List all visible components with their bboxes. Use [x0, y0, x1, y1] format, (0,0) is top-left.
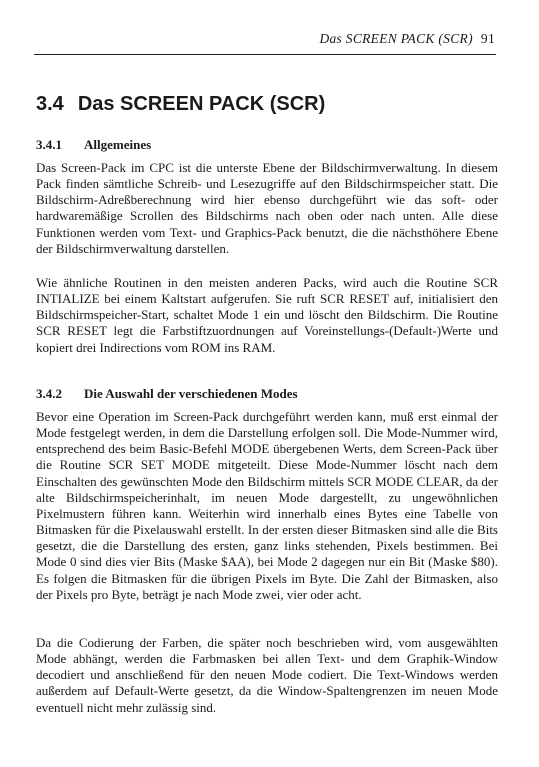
section-title: Allgemeines — [84, 137, 152, 152]
chapter-heading — [36, 93, 325, 116]
chapter-number: 3.4 — [36, 93, 64, 115]
paragraph: Wie ähnliche Routinen in den meisten anderen Packs, wird auch die Routine SCR INTIALIZE bei einem Kaltstart aufgerufen. Sie ruft SCR RESET auf, initialisiert den Bildschirmspeicher-Start, schaltet Mode 1 ein und löscht den Bildschirm. Die Routine SCR RESET legt die Farbstiftzuordnungen auf Voreinstellungs-(Default-)Werte und kopiert drei Indirections vom ROM ins RAM. — [36, 275, 498, 355]
header-rule — [34, 54, 496, 55]
paragraph: Da die Codierung der Farben, die später noch beschrieben wird, vom ausgewählten Mode abhängt, werden die Farbmasken bei allen Text- und dem Graphik-Window decodiert und anschließend für den neuen Mode codiert. Die Text-Windows werden außerdem auf Default-Werte gesetzt, da die Window-Spaltengrenzen im neuen Mode eventuell nicht mehr zulässig sind. — [36, 635, 498, 715]
running-header — [319, 31, 495, 47]
paragraph: Bevor eine Operation im Screen-Pack durchgeführt werden kann, muß erst einmal der Mode festgelegt werden, in dem die Darstellung erfolgen soll. Die Mode-Nummer wird, entsprechend des beim Basic-Befehl MODE übergebenen Werts, dem Screen-Pack über die Routine SCR SET MODE mitgeteilt. Diese Mode-Nummer löscht nach dem Einschalten des gewünschten Mode den Bildschirm mittels SCR MODE CLEAR, da der alte Bildschirmspeicherinhalt, im neuen Mode dargestellt, zu ungewöhnlichen Pixelmustern führen kann. Weiterhin wird innerhalb eines Bytes eine Tabelle von Bitmasken für die Pixelauswahl erstellt. In der ersten dieser Bitmasken sind alle die Bits gesetzt, die die Darstellung des ersten, ganz links stehenden, Pixels bestimmen. Bei Mode 0 sind dies vier Bits (Maske $AA), bei Mode 2 dagegen nur ein Bit (Maske $80). Es folgen die Bitmasken für die übrigen Pixels im Byte. Die Zahl der Bitmasken, also der Pixels pro Byte, beträgt je nach Mode zwei, vier oder acht. — [36, 409, 498, 602]
page-number: 91 — [480, 31, 495, 46]
section-number: 3.4.1 — [36, 137, 62, 152]
section-heading — [36, 137, 151, 153]
section-title: Die Auswahl der verschiedenen Modes — [84, 386, 298, 401]
section-heading — [36, 386, 298, 402]
section-number: 3.4.2 — [36, 386, 62, 401]
chapter-title: Das SCREEN PACK (SCR) — [77, 93, 326, 115]
running-title: Das SCREEN PACK (SCR) — [319, 31, 473, 46]
paragraph: Das Screen-Pack im CPC ist die unterste Ebene der Bildschirmverwaltung. In diesem Pack finden sämtliche Schreib- und Lesezugriffe auf den Bildschirmspeicher statt. Die Bildschirm-Adreßberechnung wird hier ebenso durchgeführt wie das soft- oder hardwaremäßige Scrollen des Bildschirms nach oben oder nach unten. Alle diese Funktionen werden vom Text- und Graphics-Pack benutzt, die die nächsthöhere Ebene der Bildschirmverwaltung darstellen. — [36, 160, 498, 256]
